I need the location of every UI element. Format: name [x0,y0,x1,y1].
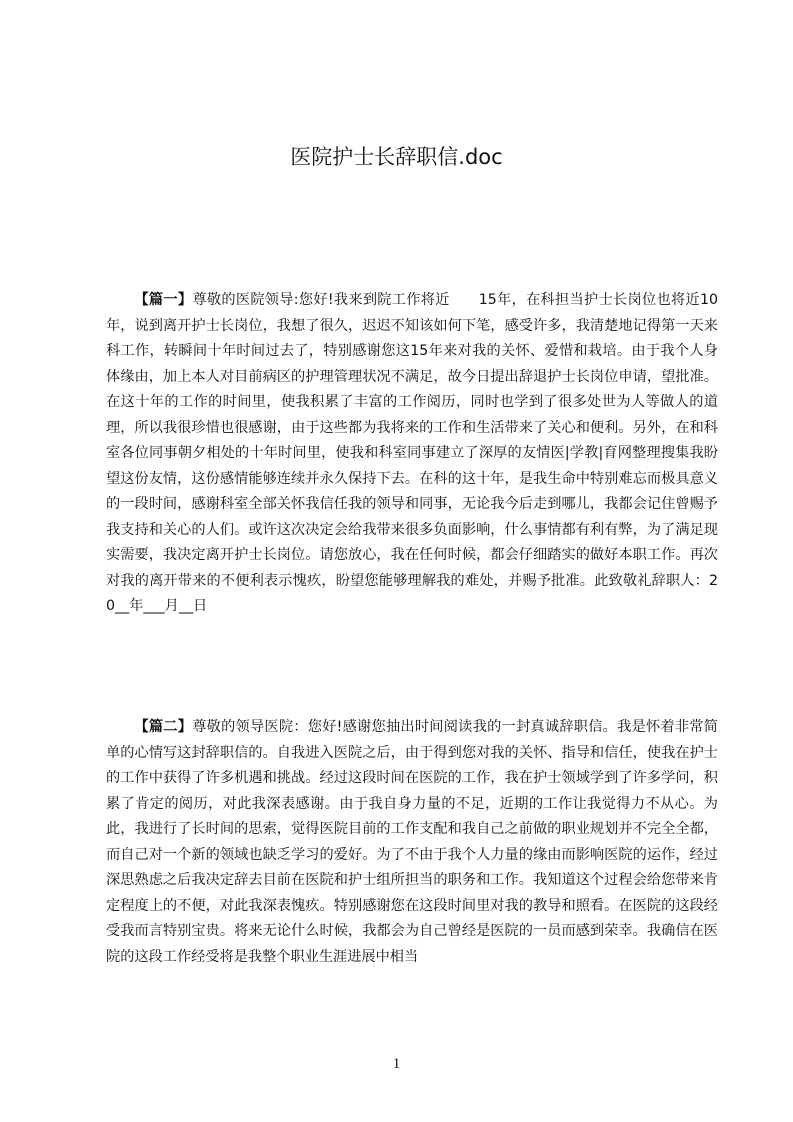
section-label-2: 【篇二】 [134,719,193,735]
section-label-1: 【篇一】 [134,292,193,308]
document-title: 医院护士长辞职信.doc [290,145,503,169]
section-text-2: 尊敬的领导医院：您好!感谢您抽出时间阅读我的一封真诚辞职信。我是怀着非常简单的心情写这封辞职信的。自我进入医院之后，由于得到您对我的关怀、指导和信任，使我在护士的工作中获得了许多机遇和挑战。经过这段时间在医院的工作，我在护士领域学到了许多学问，积累了肯定的阅历，对此我深表感谢。由于我自身力量的不足，近期的工作让我觉得力不从心。为此，我进行了长时间的思索，觉得医院目前的工作支配和我自己之前做的职业规划并不完全全都，而自己对一个新的领域也缺乏学习的爱好。为了不由于我个人力量的缘由而影响医院的运作，经过深思熟虑之后我决定辞去目前在医院和护士组所担当的职务和工作。我知道这个过程会给您带来肯定程度上的不便，对此我深表愧疚。特别感谢您在这段时间里对我的教导和照看。在医院的这段经受我而言特别宝贵。将来无论什么时候，我都会为自己曾经是医院的一员而感到荣幸。我确信在医院的这段工作经受将是我整个职业生涯进展中相当 [106,719,718,965]
paragraph-section-1 [106,288,718,620]
section-text-1: 尊敬的医院领导:您好!我来到院工作将近 15年，在科担当护士长岗位也将近10年，说到离开护士长岗位，我想了很久，迟迟不知该如何下笔，感受许多，我清楚地记得第一天来科工作，转瞬间十年时间过去了，特别感谢您这15年来对我的关怀、爱惜和栽培。由于我个人身体缘由，加上本人对目前病区的护理管理状况不满足，故今日提出辞退护士长岗位申请，望批准。在这十年的工作的时间里，使我积累了丰富的工作阅历，同时也学到了很多处世为人等做人的道理，所以我很珍惜也很感谢，由于这些都为我将来的工作和生活带来了关心和便利。另外，在和科室各位同事朝夕相处的十年时间里，使我和科室同事建立了深厚的友情医|学教|育网整理搜集我盼望这份友情，这份感情能够连续并永久保持下去。在科的这十年，是我生命中特别难忘而极具意义的一段时间，感谢科室全部关怀我信任我的领导和同事，无论我今后走到哪儿，我都会记住曾赐予我支持和关心的人们。或许这次决定会给我带来很多负面影响，什么事情都有利有弊，为了满足现实需要，我决定离开护士长岗位。请您放心，我在任何时候，都会仔细踏实的做好本职工作。再次对我的离开带来的不便利表示愧疚，盼望您能够理解我的难处，并赐予批准。此致敬礼辞职人：20__年___月__日 [106,292,718,614]
page-number: 1 [392,1056,401,1072]
paragraph-section-2 [106,715,718,970]
